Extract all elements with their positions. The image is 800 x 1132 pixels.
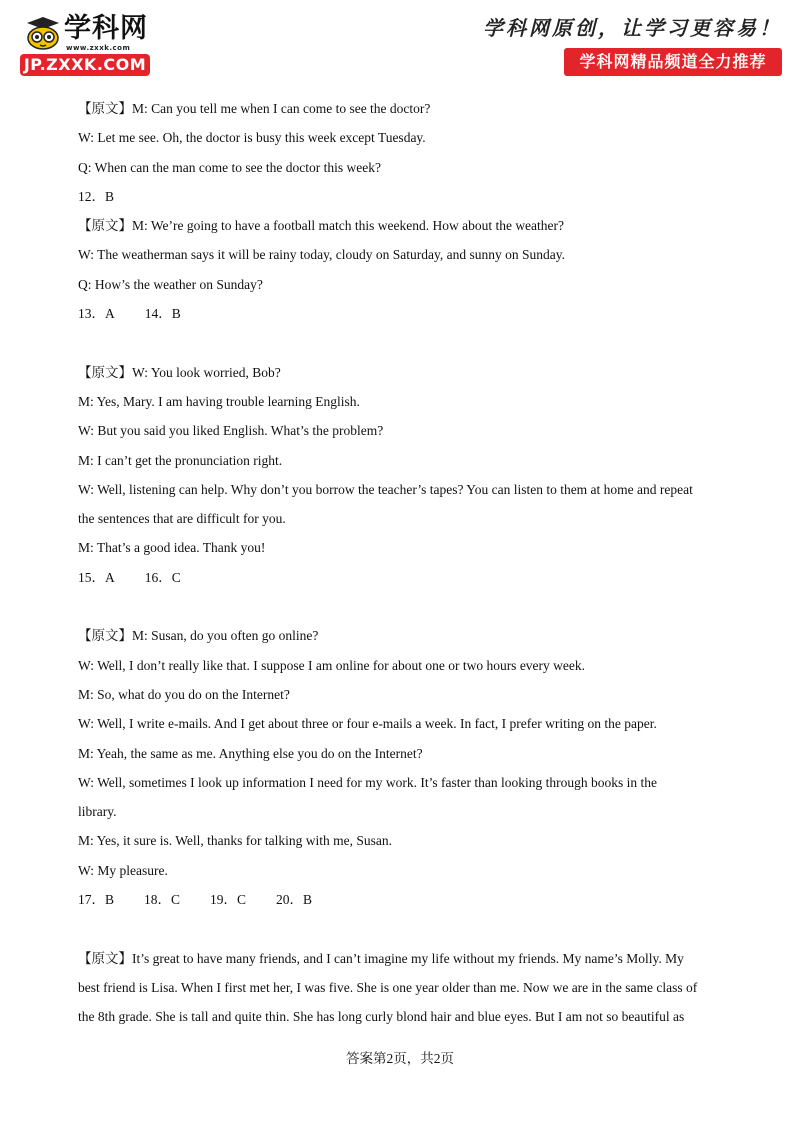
logo-site-url: www.zxxk.com [66,44,131,52]
answer-item: 14．B [144,306,181,322]
transcript-line: W: Well, sometimes I look up information I need for my work. It’s faster than looking through books in the [78,774,657,790]
transcript-line: 【原文】W: You look worried, Bob? [78,364,281,380]
transcript-line: M: That’s a good idea. Thank you! [78,540,266,556]
transcript-line: the 8th grade. She is tall and quite thin. She has long curly blond hair and blue eyes. But I am not so beautiful as [78,1009,685,1025]
answer-content [78,94,738,1032]
paragraph-gap [78,328,738,357]
logo-name: 学科网 [64,13,148,44]
owl-mascot-icon [26,16,60,50]
answer-key-line [78,299,738,328]
transcript-line: W: Well, I don’t really like that. I suppose I am online for about one or two hours every week. [78,657,586,673]
answer-key-line [78,885,738,914]
transcript-line: 【原文】M: We’re going to have a football match this weekend. How about the weather? [78,218,565,234]
slogan: 学科网原创，让学习更容易！ [483,16,782,40]
answer-key-line [78,563,738,592]
transcript-line: 【原文】M: Can you tell me when I can come to see the doctor? [78,101,431,116]
transcript-line: W: My pleasure. [78,862,168,878]
answer-item: 17．B [78,892,115,908]
transcript-line: 【原文】It’s great to have many friends, and I can’t imagine my life without my friends. My name’s Molly. My [78,950,684,966]
transcript-line: W: Well, listening can help. Why don’t you borrow the teacher’s tapes? You can listen to them at home and repeat [78,481,693,497]
answer-key-line [78,182,738,211]
transcript-line: library. [78,804,117,820]
answer-item: 18．C [144,892,181,908]
paragraph-gap [78,592,738,621]
transcript-line: M: Yes, Mary. I am having trouble learning English. [78,393,360,409]
page-footer: 答案第2页，共2页 [346,1051,454,1066]
transcript-line: M: Yes, it sure is. Well, thanks for talking with me, Susan. [78,833,393,849]
transcript-line: best friend is Lisa. When I first met her, I was five. She is one year older than me. Now we are in the same class of [78,979,698,995]
transcript-line: the sentences that are difficult for you. [78,511,286,527]
answer-item: 13．A [78,306,115,322]
logo-domain-badge: JP.ZXXK.COM [20,54,150,76]
transcript-line: Q: How’s the weather on Sunday? [78,276,263,292]
answer-item: 12．B [78,188,115,204]
paragraph-gap [78,914,738,943]
answer-item: 20．B [276,892,313,908]
site-logo[interactable] [16,10,156,80]
transcript-line: W: The weatherman says it will be rainy today, cloudy on Saturday, and sunny on Sunday. [78,247,566,263]
recommend-banner: 学科网精品频道全力推荐 [564,48,782,76]
transcript-line: M: So, what do you do on the Internet? [78,686,290,702]
answer-item: 19．C [210,892,247,908]
transcript-line: M: Yeah, the same as me. Anything else you do on the Internet? [78,745,423,761]
answer-item: 15．A [78,569,115,585]
transcript-line: W: But you said you liked English. What’s the problem? [78,423,384,439]
answer-item: 16．C [144,569,181,585]
transcript-line: M: I can’t get the pronunciation right. [78,452,283,468]
transcript-line: Q: When can the man come to see the doctor this week? [78,159,382,175]
transcript-line: W: Well, I write e-mails. And I get about three or four e-mails a week. In fact, I prefer writing on the paper. [78,716,657,732]
transcript-line: W: Let me see. Oh, the doctor is busy this week except Tuesday. [78,130,426,146]
transcript-line: 【原文】M: Susan, do you often go online? [78,628,319,644]
